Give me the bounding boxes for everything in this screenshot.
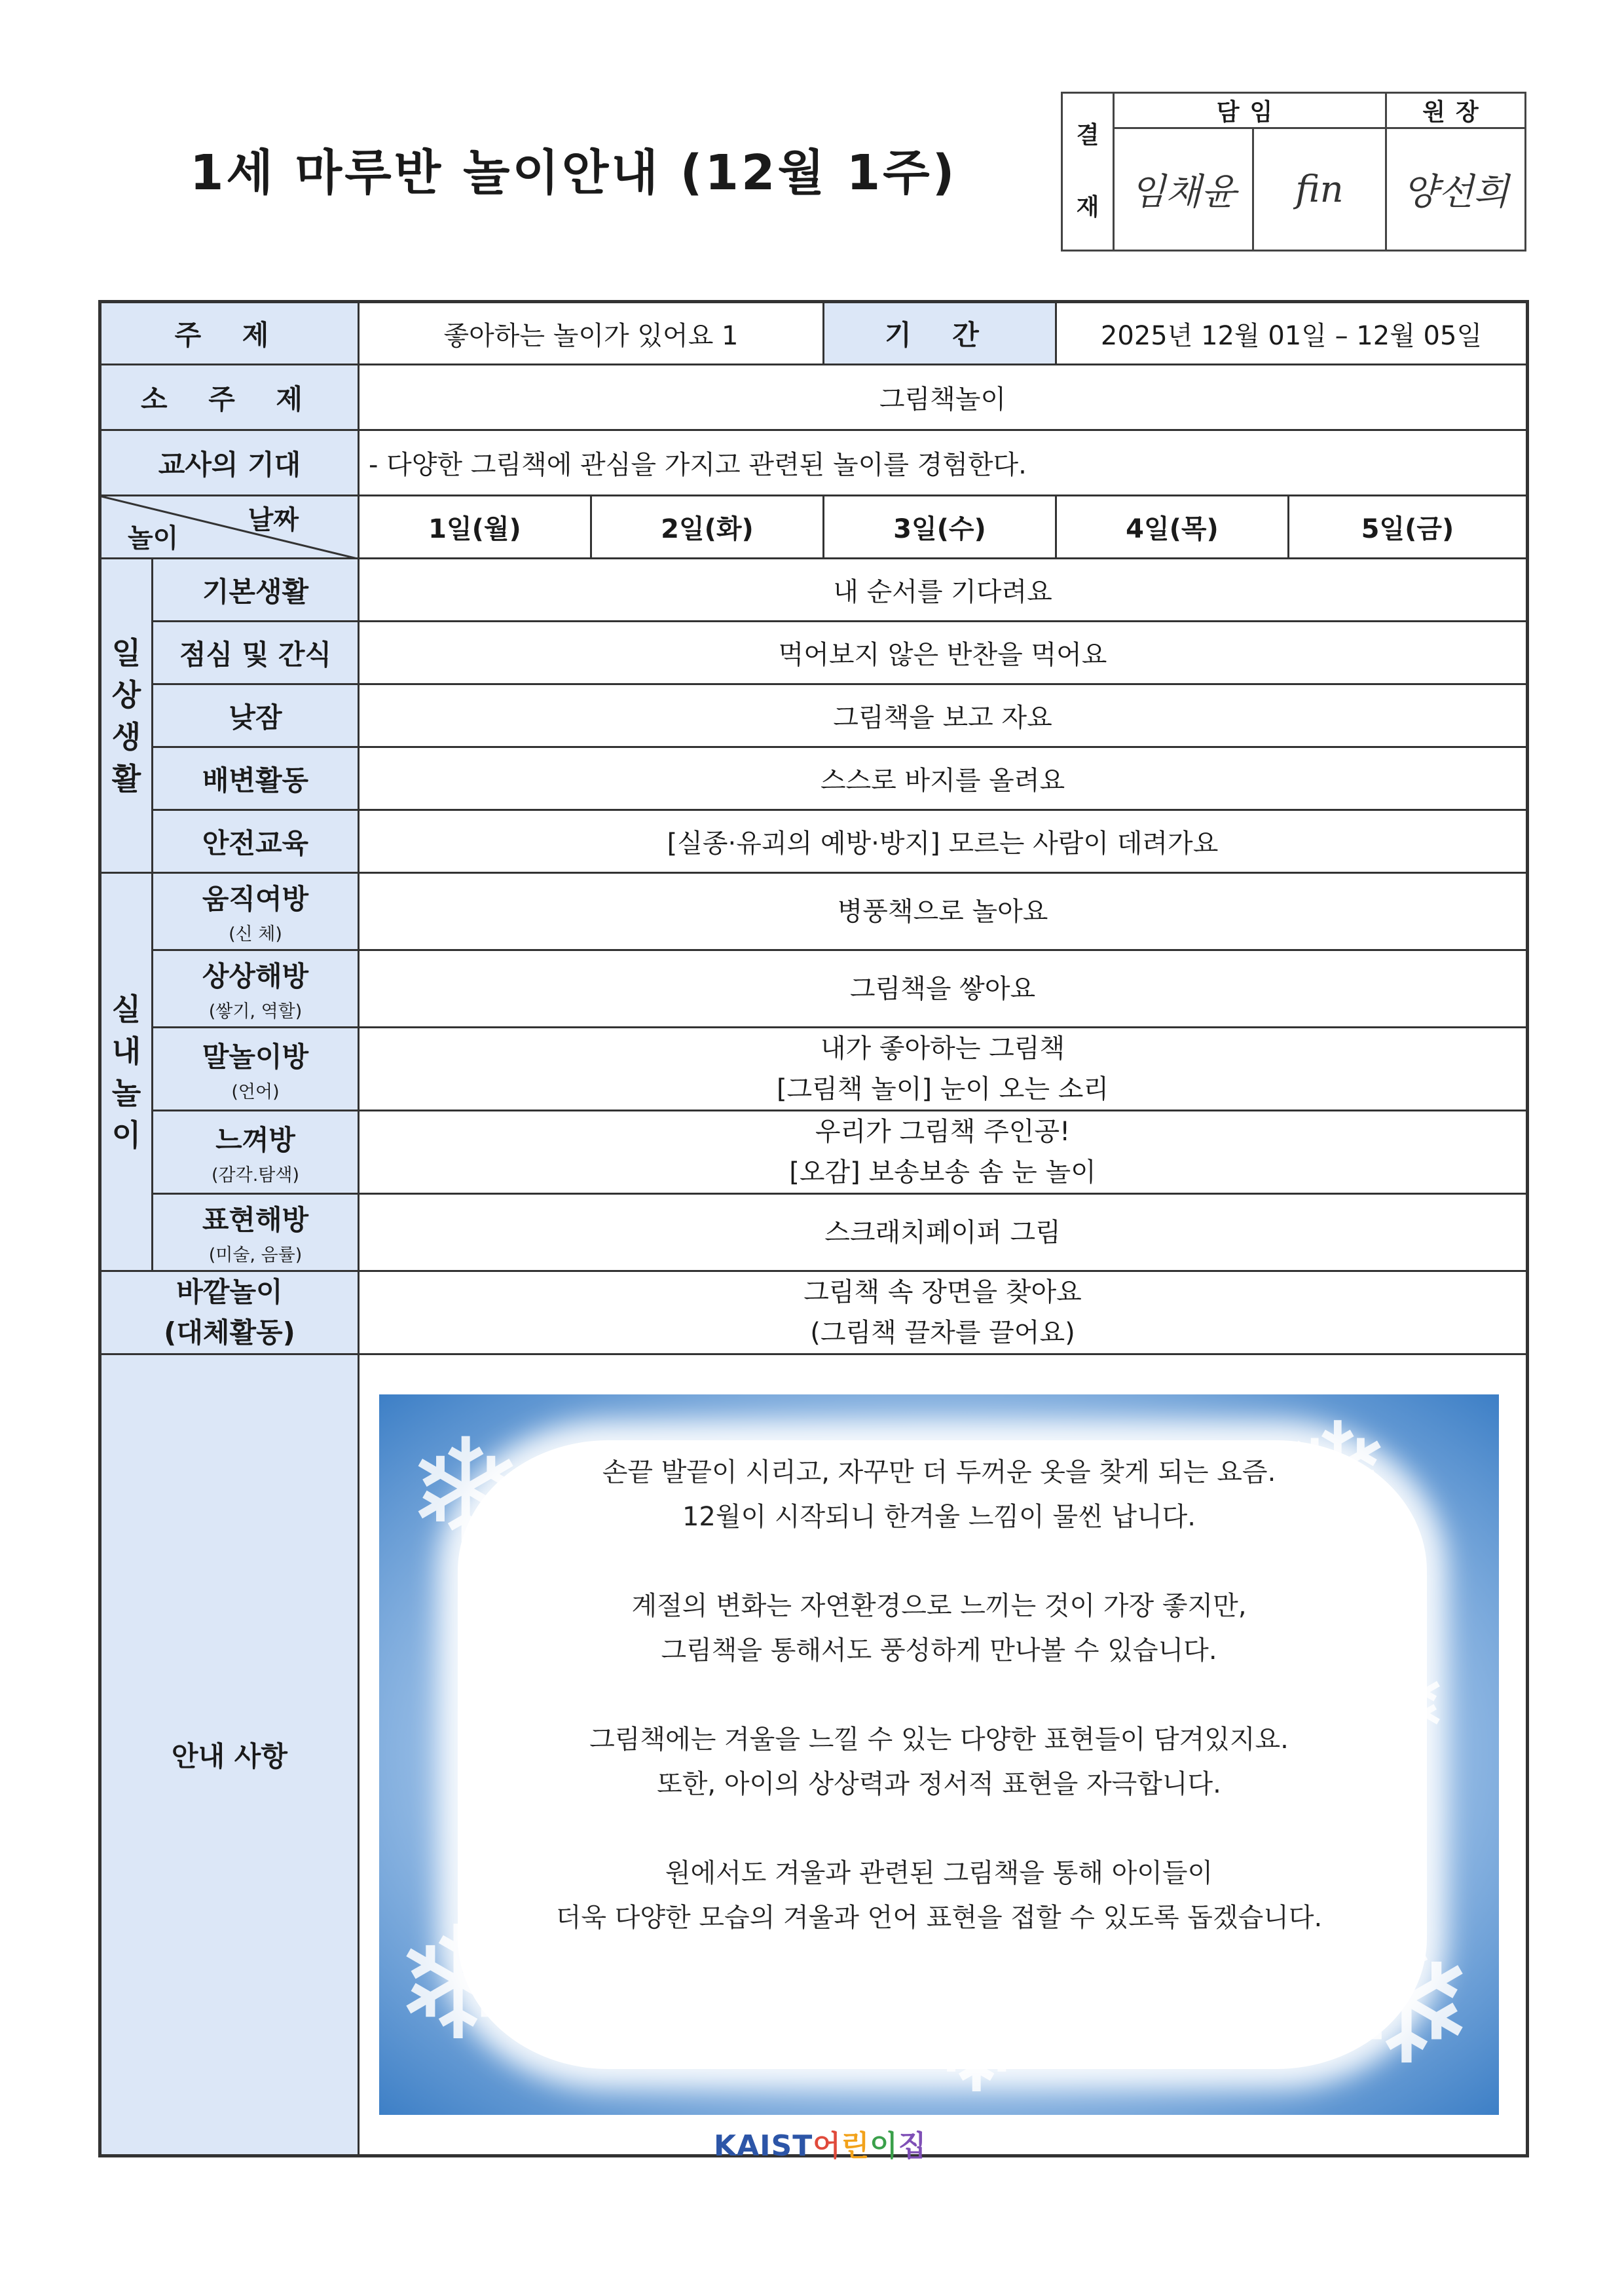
- day-4: 4일(목): [1056, 496, 1289, 559]
- notice-area: [359, 1354, 1528, 2156]
- snowflake-icon: ❄: [916, 1958, 1037, 2115]
- signature-teacher-2: fin: [1253, 128, 1386, 251]
- snowflake-icon: ❄: [1361, 1643, 1450, 1766]
- signature-director: 양선희: [1386, 128, 1526, 251]
- expect-label: 교사의 기대: [100, 430, 359, 496]
- theme-value: 좋아하는 놀이가 있어요 1: [359, 302, 824, 365]
- approval-head-director: 원장: [1386, 93, 1526, 128]
- snowflake-icon: ❄: [1335, 1905, 1478, 2103]
- daily-label: 기본생활: [153, 559, 359, 622]
- snowflake-icon: ❄: [1283, 1394, 1393, 1547]
- indoor-label: 상상해방 (쌓기, 역할): [153, 950, 359, 1028]
- daily-value: 먹어보지 않은 반찬을 먹어요: [359, 622, 1528, 684]
- footer-logo: KAIST어린이집: [714, 2129, 927, 2163]
- period-value: 2025년 12월 01일 – 12월 05일: [1056, 302, 1528, 365]
- daily-value: 내 순서를 기다려요: [359, 559, 1528, 622]
- day-1: 1일(월): [359, 496, 591, 559]
- page-title: 1세 마루반 놀이안내 (12월 1주): [190, 145, 957, 201]
- daily-label: 안전교육: [153, 810, 359, 873]
- period-label: 기 간: [824, 302, 1056, 365]
- indoor-label: 말놀이방 (언어): [153, 1028, 359, 1111]
- subtheme-value: 그림책놀이: [359, 365, 1528, 430]
- indoor-label: 느껴방 (감각.탐색): [153, 1111, 359, 1194]
- indoor-value: 병풍책으로 놀아요: [359, 873, 1528, 950]
- snowflake-icon: ❄: [405, 1408, 526, 1575]
- plan-table: [98, 300, 1529, 2157]
- outdoor-value: 그림책 속 장면을 찾아요 (그림책 끌차를 끌어요): [359, 1271, 1528, 1354]
- notice-label: 안내 사항: [100, 1354, 359, 2156]
- daily-label: 점심 및 간식: [153, 622, 359, 684]
- daily-label: 배변활동: [153, 747, 359, 810]
- daily-value: [실종·유괴의 예방·방지] 모르는 사람이 데려가요: [359, 810, 1528, 873]
- expect-value: - 다양한 그림책에 관심을 가지고 관련된 놀이를 경험한다.: [359, 430, 1528, 496]
- header-diagonal-cell: [100, 496, 359, 559]
- daily-value: 그림책을 보고 자요: [359, 684, 1528, 747]
- approval-head-teacher: 담임: [1114, 93, 1386, 128]
- day-3: 3일(수): [824, 496, 1056, 559]
- outdoor-label: 바깥놀이 (대체활동): [100, 1271, 359, 1354]
- indoor-label: 움직여방 (신 체): [153, 873, 359, 950]
- day-5: 5일(금): [1289, 496, 1528, 559]
- daily-label: 낮잠: [153, 684, 359, 747]
- indoor-value: 스크래치페이퍼 그림: [359, 1194, 1528, 1271]
- approval-box: [1061, 92, 1526, 252]
- day-2: 2일(화): [591, 496, 824, 559]
- daily-group-label: [100, 559, 153, 873]
- notice-text: 손끝 발끝이 시리고, 자꾸만 더 두꺼운 옷을 찾게 되는 요즘. 12월이 시작되니 한겨울 느낌이 물씬 납니다. 계절의 변화는 자연환경으로 느끼는 것이 가장 좋지만, 그림책을 통해서도 풍성하게 만나볼 수 있습니다. 그림책에는 겨울을 느낄 수 있는 다양한 표현들이 담겨있지요. 또한, 아이의 상상력과 정서적 표현을 자극합니다. 원에서도 겨울과 관련된 그림책을 통해 아이들이 더욱 다양한 모습의 겨울과 언어 표현을 접할 수 있도록 돕겠습니다.: [555, 1457, 1323, 1933]
- indoor-label: 표현해방 (미술, 음률): [153, 1194, 359, 1271]
- date-label: 날짜: [248, 505, 299, 535]
- daily-group-text: 일상생활: [111, 635, 141, 796]
- signature-teacher-1: 임채윤: [1114, 128, 1253, 251]
- daily-value: 스스로 바지를 올려요: [359, 747, 1528, 810]
- indoor-value: 우리가 그림책 주인공! [오감] 보송보송 솜 눈 놀이: [359, 1111, 1528, 1194]
- logo-brand: KAIST: [714, 2129, 813, 2163]
- approval-label: 결 재: [1062, 93, 1114, 251]
- theme-label: 주 제: [100, 302, 359, 365]
- indoor-group-text: 실내놀이: [111, 991, 141, 1153]
- indoor-value: 그림책을 쌓아요: [359, 950, 1528, 1028]
- indoor-value: 내가 좋아하는 그림책 [그림책 놀이] 눈이 오는 소리: [359, 1028, 1528, 1111]
- play-label: 놀이: [128, 523, 179, 553]
- indoor-group-label: [100, 873, 153, 1271]
- snowflake-icon: ❄: [392, 1892, 525, 2076]
- subtheme-label: 소 주 제: [100, 365, 359, 430]
